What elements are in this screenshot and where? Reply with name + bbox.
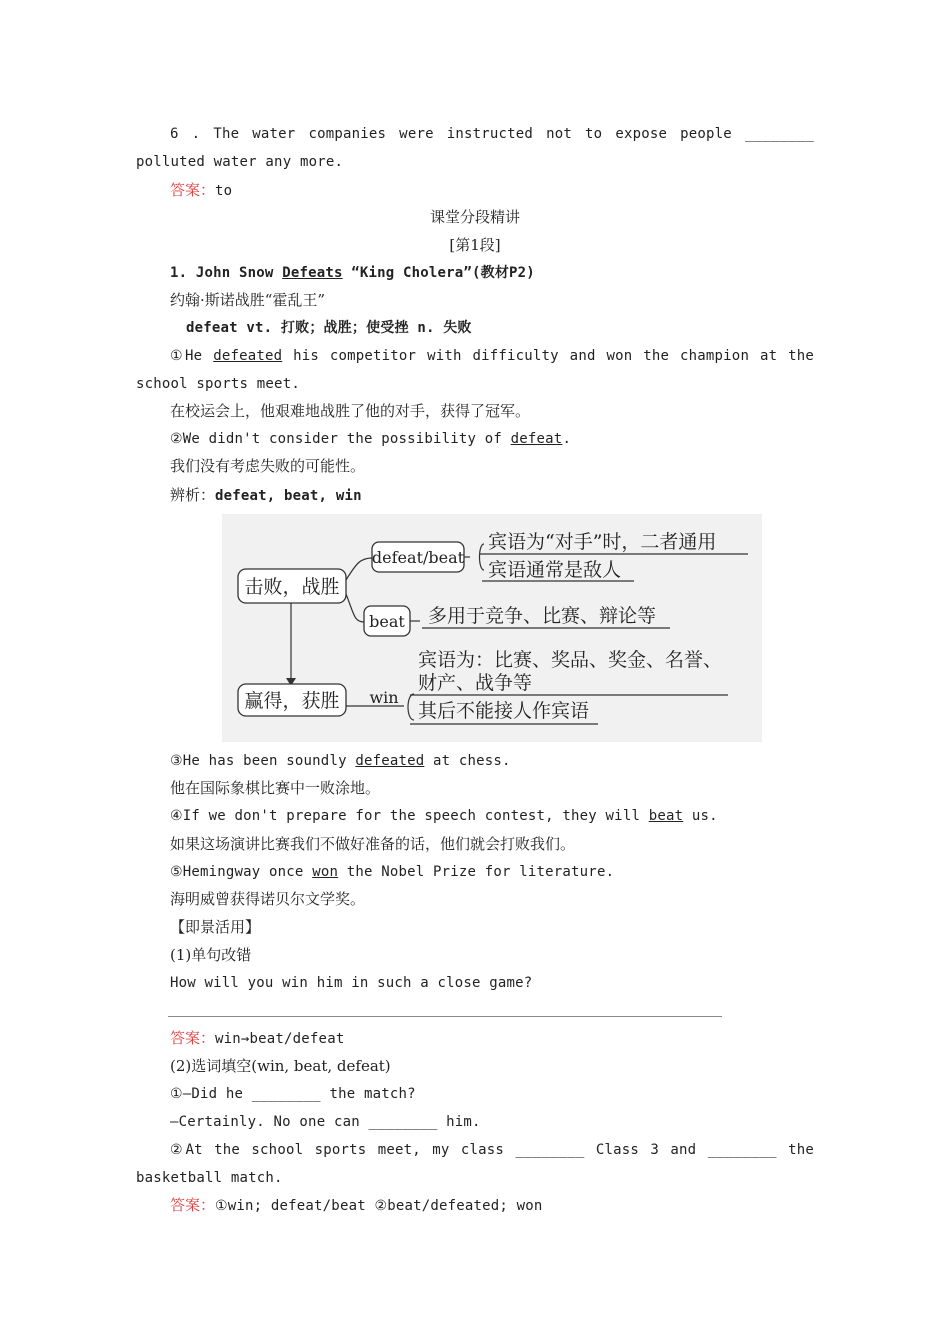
example-2-translation: 我们没有考虑失败的可能性。 [170, 457, 366, 475]
heading-part: “King Cholera”(教材P2) [342, 265, 535, 281]
connector-line [346, 558, 372, 580]
leaf-2: 宾语通常是敌人 [488, 559, 622, 581]
analysis-label: 辨析： [170, 486, 216, 504]
heading-part: 1. John Snow [170, 265, 283, 281]
diagram-svg [222, 514, 762, 742]
leaf-1: 宾语为“对手”时，二者通用 [488, 531, 717, 553]
defeat-beat-label: defeat/beat [371, 548, 465, 567]
example-5-translation: 海明威曾获得诺贝尔文学奖。 [170, 890, 366, 908]
analysis-line [170, 485, 362, 506]
heading-underlined-word: Defeats [282, 265, 343, 281]
example-part: us. [683, 808, 718, 824]
example-1-line2: school sports meet. [136, 376, 300, 392]
item1-translation: 约翰·斯诺战胜“霍乱王” [170, 291, 326, 309]
practice-1-title: (1)单句改错 [170, 946, 252, 964]
practice-2-q1a: ①—Did he ________ the match? [170, 1086, 416, 1102]
example-part: the Nobel Prize for literature. [338, 864, 615, 880]
example-2 [170, 429, 571, 449]
example-underlined-word: defeat [510, 431, 563, 447]
example-underlined-word: beat [648, 808, 684, 824]
section-title: 课堂分段精讲 [429, 208, 520, 226]
practice-2-answer [170, 1195, 543, 1216]
item1-definition: defeat vt. 打败；战胜；使受挫 n. 失败 [186, 320, 472, 336]
root-label: 击败，战胜 [244, 576, 340, 598]
connector-line [408, 694, 414, 720]
q6-line1: 6 . The water companies were instructed not to expose people ________ [170, 126, 814, 142]
practice-title: 【即景活用】 [170, 918, 261, 936]
root2-label: 赢得，获胜 [244, 690, 340, 712]
example-4 [170, 806, 718, 826]
example-3-translation: 他在国际象棋比赛中一败涂地。 [170, 779, 381, 797]
practice-1-answer [170, 1028, 344, 1049]
q6-line2: polluted water any more. [136, 154, 344, 170]
word-comparison-diagram [222, 514, 762, 742]
example-part: . [562, 431, 572, 447]
example-1 [170, 346, 814, 366]
answer-label: 答案： [170, 1029, 216, 1047]
example-underlined-word: defeated [355, 753, 425, 769]
win-label: win [369, 688, 399, 707]
practice-2-title: (2)选词填空(win, beat, defeat) [170, 1057, 391, 1075]
connector-line [346, 594, 364, 622]
answer-blank-line [168, 1016, 722, 1017]
answer-text: win→beat/defeat [215, 1031, 345, 1047]
connector-line [480, 544, 485, 570]
example-part: at chess. [424, 753, 511, 769]
practice-2-q2-line1: ②At the school sports meet, my class ________ Class 3 and ________ the [170, 1142, 814, 1158]
example-part: ①He [170, 348, 214, 364]
answer-label: 答案： [170, 181, 216, 199]
example-part: ⑤Hemingway once [170, 864, 313, 880]
answer-text: ①win; defeat/beat ②beat/defeated; won [215, 1198, 543, 1214]
practice-2-q2-line2: basketball match. [136, 1170, 283, 1186]
q6-answer [170, 180, 232, 201]
practice-1-question: How will you win him in such a close game? [170, 975, 533, 991]
example-part: ②We didn't consider the possibility of [170, 431, 511, 447]
analysis-words: defeat, beat, win [215, 488, 362, 504]
section-subtitle: [第1段] [449, 236, 501, 254]
example-1-translation: 在校运会上，他艰难地战胜了他的对手，获得了冠军。 [170, 402, 531, 420]
leaf-3: 多用于竞争、比赛、辩论等 [428, 605, 657, 627]
beat-label: beat [369, 612, 405, 631]
example-part: ③He has been soundly [170, 753, 356, 769]
example-part: his competitor with difficulty and won the champion at the [282, 348, 815, 364]
leaf-5: 其后不能接人作宾语 [418, 700, 590, 722]
example-underlined-word: won [312, 864, 339, 880]
leaf-4-line2: 财产、战争等 [418, 672, 533, 694]
example-5 [170, 862, 614, 882]
answer-text: to [215, 183, 233, 199]
example-3 [170, 751, 511, 771]
example-underlined-word: defeated [213, 348, 283, 364]
answer-label: 答案： [170, 1196, 216, 1214]
example-4-translation: 如果这场演讲比赛我们不做好准备的话，他们就会打败我们。 [170, 835, 576, 853]
item1-heading [170, 263, 535, 283]
practice-2-q1b: —Certainly. No one can ________ him. [170, 1114, 481, 1130]
leaf-4-line1: 宾语为：比赛、奖品、奖金、名誉、 [418, 649, 723, 671]
example-part: ④If we don't prepare for the speech contest, they will [170, 808, 649, 824]
